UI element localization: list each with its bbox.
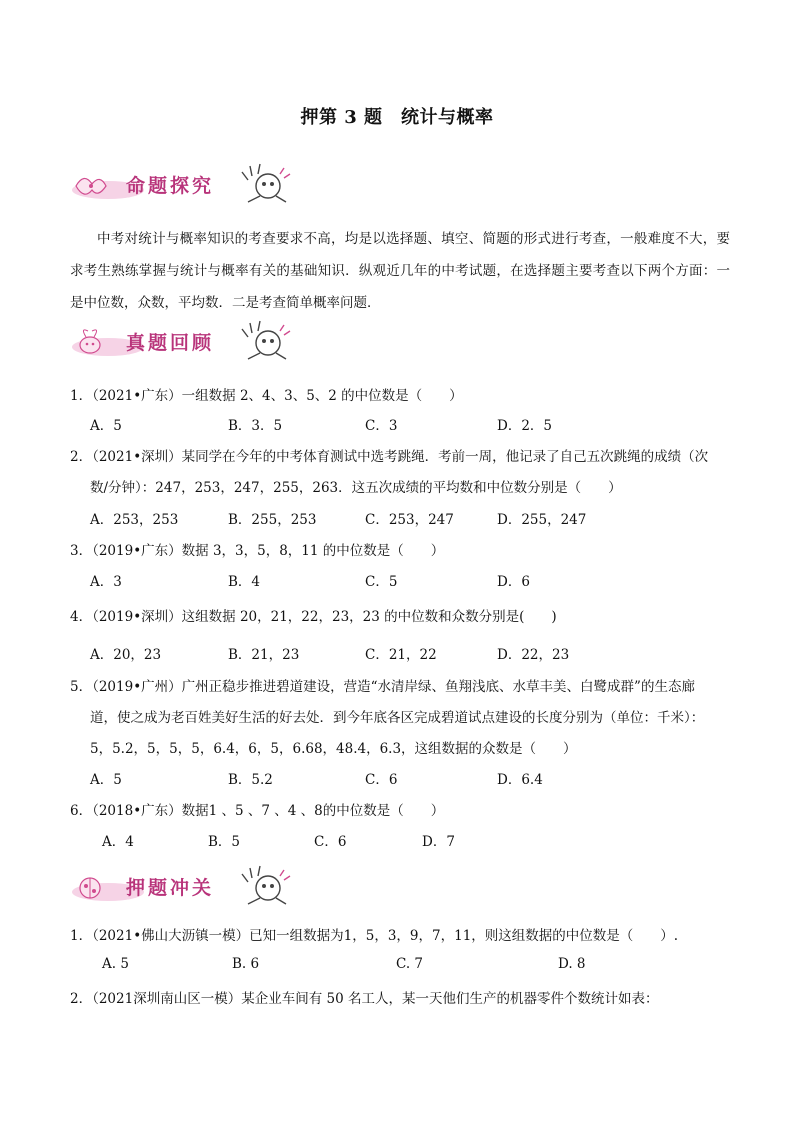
practice-q1-option-a: A. 5 [102, 956, 129, 972]
review-q1-option-a: A．5 [90, 418, 122, 434]
practice-q1-stem: 1．（2021•佛山大沥镇一模）已知一组数据为1，5，3，9，7，11，则这组数据的中位数是（ ）. [70, 928, 679, 944]
practice-q1-option-c: C. 7 [396, 956, 424, 972]
section-banner-review [70, 319, 300, 367]
practice-q2-stem: 2．（2021深圳南山区一模）某企业车间有 50 名工人，某一天他们生产的机器零件个数统计如表： [70, 991, 659, 1007]
review-q4-option-a: A．20，23 [90, 647, 162, 663]
review-q3-option-b: B．4 [228, 574, 261, 590]
review-q3-option-a: A．3 [90, 574, 122, 590]
review-q4-option-c: C．21，22 [365, 647, 437, 663]
review-q3-stem: 3．（2019•广东）数据 3，3，5，8，11 的中位数是（ ） [70, 543, 445, 559]
review-q2-stem-line1: 2．（2021•深圳）某同学在今年的中考体育测试中选考跳绳．考前一周，他记录了自己五次跳绳的成绩（次 [70, 449, 709, 465]
review-q6-option-b: B．5 [208, 834, 241, 850]
intro-paragraph: 中考对统计与概率知识的考查要求不高，均是以选择题、填空、简题的形式进行考查，一般难度不大，要求考生熟练掌握与统计与概率有关的基础知识．纵观近几年的中考试题，在选择题主要考查以下两个方面：一是中位数，众数，平均数．二是考查简单概率问题． [70, 231, 730, 311]
review-q2-option-a: A．253，253 [90, 512, 179, 528]
review-q5-option-c: C．6 [365, 772, 398, 788]
review-q6-option-a: A．4 [102, 834, 134, 850]
review-q6-option-c: C．6 [314, 834, 347, 850]
practice-q1-option-b: B. 6 [232, 956, 260, 972]
review-q5-stem-line1: 5．（2019•广州）广州正稳步推进碧道建设，营造“水清岸绿、鱼翔浅底、水草丰美、白鹭成群”的生态廊 [70, 679, 695, 695]
section-title-practice: 押题冲关 [126, 877, 215, 899]
review-q5-option-b: B．5.2 [228, 772, 273, 788]
section-banner-explore [70, 162, 300, 210]
review-q4-option-b: B．21，23 [228, 647, 300, 663]
review-q5-stem-line3: 5，5.2，5，5，5，6.4，6，5，6.68，48.4，6.3，这组数据的众数是（ ） [90, 741, 577, 757]
review-q2-option-b: B．255，253 [228, 512, 317, 528]
review-q4-stem: 4．（2019•深圳）这组数据 20，21，22，23，23 的中位数和众数分别是( ) [70, 609, 557, 625]
section-banner-practice [70, 864, 300, 912]
review-q1-option-c: C．3 [365, 418, 398, 434]
section-title-review: 真题回顾 [126, 332, 215, 354]
review-q2-stem-line2: 数/分钟）：247，253，247，255，263．这五次成绩的平均数和中位数分别是（ ） [90, 480, 622, 496]
practice-q1-option-d: D. 8 [558, 956, 586, 972]
review-q5-option-d: D．6.4 [497, 772, 543, 788]
section-title-explore: 命题探究 [126, 175, 215, 197]
review-q5-option-a: A．5 [90, 772, 122, 788]
review-q1-option-b: B．3．5 [228, 418, 283, 434]
review-q2-option-c: C．253，247 [365, 512, 454, 528]
page-title: 押第 3 题 统计与概率 [300, 107, 494, 128]
review-q6-stem: 6．（2018•广东）数据1 、5 、7 、4 、8的中位数是（ ） [70, 803, 445, 819]
review-q4-option-d: D．22，23 [497, 647, 570, 663]
review-q3-option-c: C．5 [365, 574, 398, 590]
review-q1-option-d: D．2．5 [497, 418, 553, 434]
review-q2-option-d: D．255，247 [497, 512, 587, 528]
review-q6-option-d: D．7 [422, 834, 455, 850]
review-q5-stem-line2: 道，使之成为老百姓美好生活的好去处．到今年底各区完成碧道试点建设的长度分别为（单位：千米）： [90, 710, 705, 726]
review-q3-option-d: D．6 [497, 574, 530, 590]
review-q1-stem: 1．（2021•广东）一组数据 2、4、3、5、2 的中位数是（ ） [70, 388, 463, 404]
